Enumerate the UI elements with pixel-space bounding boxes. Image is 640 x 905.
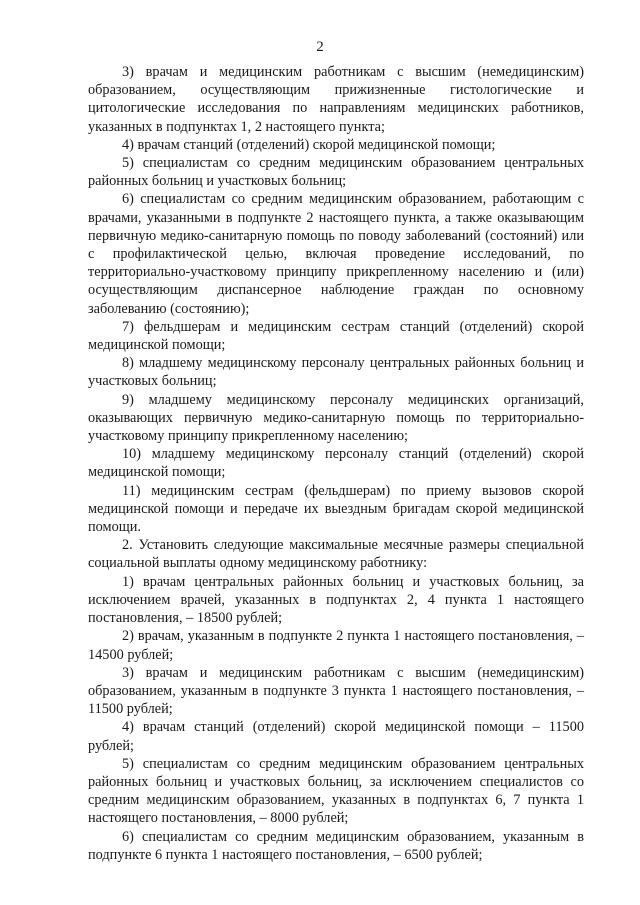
paragraph-item-5: 5) специалистам со средним медицинским образованием центральных районных больниц и участковых больниц; xyxy=(88,155,584,190)
document-body xyxy=(88,63,584,864)
paragraph-rate-4: 4) врачам станций (отделений) скорой медицинской помощи – 11500 рублей; xyxy=(88,719,584,754)
paragraph-rate-5: 5) специалистам со средним медицинским образованием центральных районных больниц и участковых больниц, за исключением специалистов со средним медицинским образованием, указанных в подпунктах 6, 7 пункта 1 настоящего постановления, – 8000 рублей; xyxy=(88,755,584,827)
paragraph-item-11: 11) медицинским сестрам (фельдшерам) по приему вызовов скорой медицинской помощи и передаче их выездным бригадам скорой медицинской помощи. xyxy=(88,482,584,536)
paragraph-item-6: 6) специалистам со средним медицинским образованием, работающим с врачами, указанными в подпункте 2 настоящего пункта, а также оказывающим первичную медико-санитарную помощь по поводу заболеваний (состояний) или с профилактической целью, включая проведение исследований, по территориально-участковому принципу прикрепленному населению и (или) осуществляющим диспансерное наблюдение граждан по основному заболеванию (состоянию); xyxy=(88,191,584,317)
paragraph-rate-6: 6) специалистам со средним медицинским образованием, указанным в подпункте 6 пункта 1 настоящего постановления, – 6500 рублей; xyxy=(88,828,584,863)
paragraph-item-8: 8) младшему медицинскому персоналу центральных районных больниц и участковых больниц; xyxy=(88,355,584,390)
paragraph-rate-1: 1) врачам центральных районных больниц и участковых больниц, за исключением врачей, указанных в подпунктах 2, 4 пункта 1 настоящего постановления, – 18500 рублей; xyxy=(88,573,584,627)
paragraph-section-2: 2. Установить следующие максимальные месячные размеры специальной социальной выплаты одному медицинскому работнику: xyxy=(88,537,584,572)
page-number: 2 xyxy=(316,39,324,55)
paragraph-item-3: 3) врачам и медицинским работникам с высшим (немедицинским) образованием, осуществляющим прижизненные гистологические и цитологические исследования по направлениям медицинских работников, указанных в подпунктах 1, 2 настоящего пункта; xyxy=(88,64,584,135)
paragraph-item-7: 7) фельдшерам и медицинским сестрам станций (отделений) скорой медицинской помощи; xyxy=(88,318,584,354)
paragraph-item-10: 10) младшему медицинскому персоналу станций (отделений) скорой медицинской помощи; xyxy=(88,446,584,481)
paragraph-rate-2: 2) врачам, указанным в подпункте 2 пункта 1 настоящего постановления, – 14500 рублей; xyxy=(88,628,584,663)
paragraph-rate-3: 3) врачам и медицинским работникам с высшим (немедицинским) образованием, указанным в подпункте 3 пункта 1 настоящего постановления, – 11500 рублей; xyxy=(88,664,584,718)
paragraph-item-4: 4) врачам станций (отделений) скорой медицинской помощи; xyxy=(122,136,496,153)
paragraph-item-9: 9) младшему медицинскому персоналу медицинских организаций, оказывающих первичную медико-санитарную помощь по территориально-участковому принципу прикрепленному населению; xyxy=(88,391,584,445)
